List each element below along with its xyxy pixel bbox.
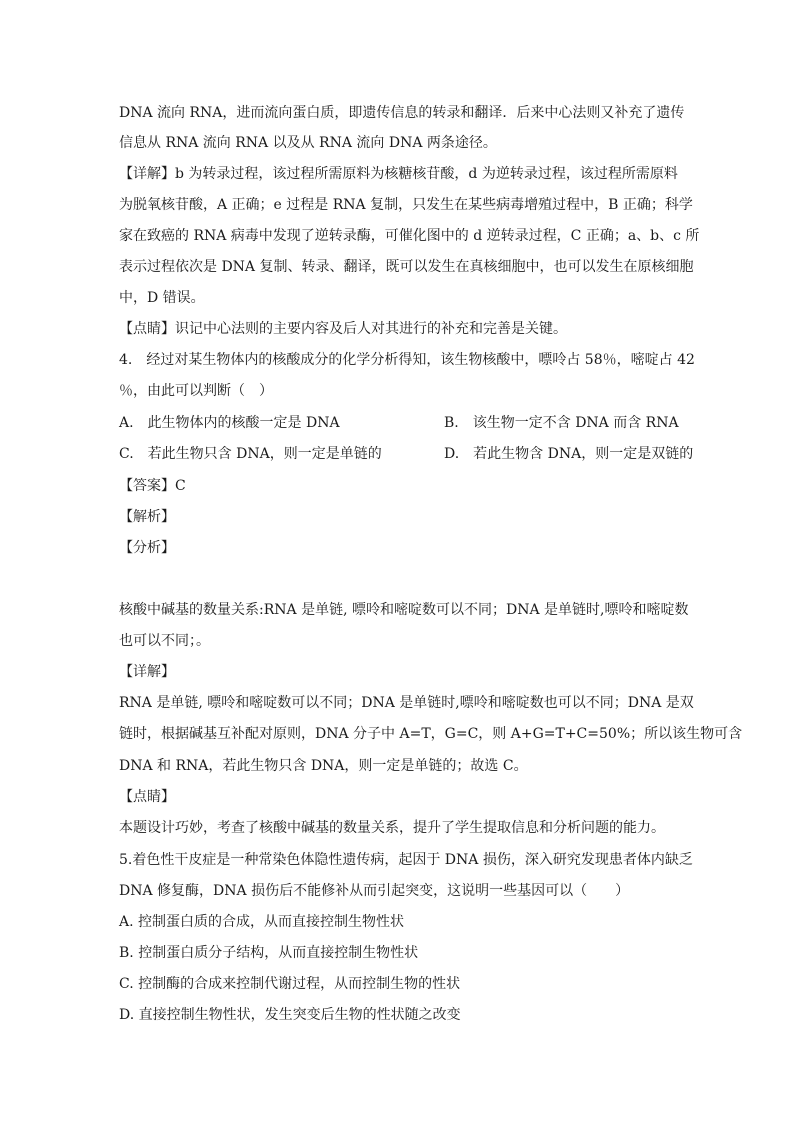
text-line: 核酸中碱基的数量关系:RNA 是单链, 嘌呤和嘧啶数可以不同；DNA 是单链时,嘌呤和嘧啶数 [119, 602, 689, 618]
text-line: 表示过程依次是 DNA 复制、转录、翻译，既可以发生在真核细胞中，也可以发生在原核细胞 [119, 259, 694, 275]
question-4-option-b: B. 该生物一定不含 DNA 而含 RNA [444, 415, 679, 431]
detail-heading-line: 【详解】b 为转录过程，该过程所需原料为核糖核苷酸，d 为逆转录过程，该过程所需原料 [119, 166, 678, 182]
text-line: 为脱氧核苷酸，A 正确；e 过程是 RNA 复制，只发生在某些病毒增殖过程中，B 正确；科学 [119, 197, 693, 213]
question-5-option-b: B. 控制蛋白质分子结构，从而直接控制生物性状 [119, 945, 419, 961]
text-line: DNA 和 RNA，若此生物只含 DNA，则一定是单链的；故选 C。 [119, 758, 528, 774]
point-line: 【点睛】识记中心法则的主要内容及后人对其进行的补充和完善是关键。 [119, 321, 567, 337]
question-5-option-a: A. 控制蛋白质的合成，从而直接控制生物性状 [119, 914, 405, 930]
question-5-option-d: D. 直接控制生物性状，发生突变后生物的性状随之改变 [119, 1007, 461, 1023]
text-line: 本题设计巧妙，考查了核酸中碱基的数量关系，提升了学生提取信息和分析问题的能力。 [119, 820, 665, 836]
text-line: 中，D 错误。 [119, 290, 205, 306]
question-4-option-c: C. 若此生物只含 DNA，则一定是单链的 [119, 446, 382, 462]
answer-line: 【答案】C [119, 478, 186, 494]
text-line: 链时，根据碱基互补配对原则，DNA 分子中 A=T，G=C，则 A+G=T+C=50%；所以该生物可含 [119, 726, 743, 742]
question-4-option-a: A. 此生物体内的核酸一定是 DNA [119, 415, 340, 431]
question-4-stem: ％，由此可以判断（ ） [119, 383, 273, 399]
analysis-heading: 【解析】 [119, 509, 175, 525]
question-5-stem: 5.着色性干皮症是一种常染色体隐性遗传病，起因于 DNA 损伤，深入研究发现患者体内缺乏 [119, 852, 693, 868]
question-5-option-c: C. 控制酶的合成来控制代谢过程，从而控制生物的性状 [119, 976, 461, 992]
question-4-stem: 4. 经过对某生物体内的核酸成分的化学分析得知，该生物核酸中，嘌呤占 58％，嘧啶占 42 [119, 352, 695, 368]
point-heading: 【点睛】 [119, 789, 175, 805]
detail-heading: 【详解】 [119, 664, 175, 680]
text-line: RNA 是单链, 嘌呤和嘧啶数可以不同；DNA 是单链时,嘌呤和嘧啶数也可以不同；DNA 是双 [119, 695, 694, 711]
text-line: DNA 流向 RNA，进而流向蛋白质，即遗传信息的转录和翻译．后来中心法则又补充了遗传 [119, 105, 685, 121]
analysis-subheading: 【分析】 [119, 540, 175, 556]
text-line: 信息从 RNA 流向 RNA 以及从 RNA 流向 DNA 两条途径。 [119, 135, 497, 151]
question-4-option-d: D. 若此生物含 DNA，则一定是双链的 [444, 446, 694, 462]
question-5-stem: DNA 修复酶，DNA 损伤后不能修补从而引起突变，这说明一些基因可以（ ） [119, 883, 630, 899]
text-line: 也可以不同；。 [119, 633, 210, 649]
text-line: 家在致癌的 RNA 病毒中发现了逆转录酶，可催化图中的 d 逆转录过程，C 正确；a、b、c 所 [119, 228, 700, 244]
